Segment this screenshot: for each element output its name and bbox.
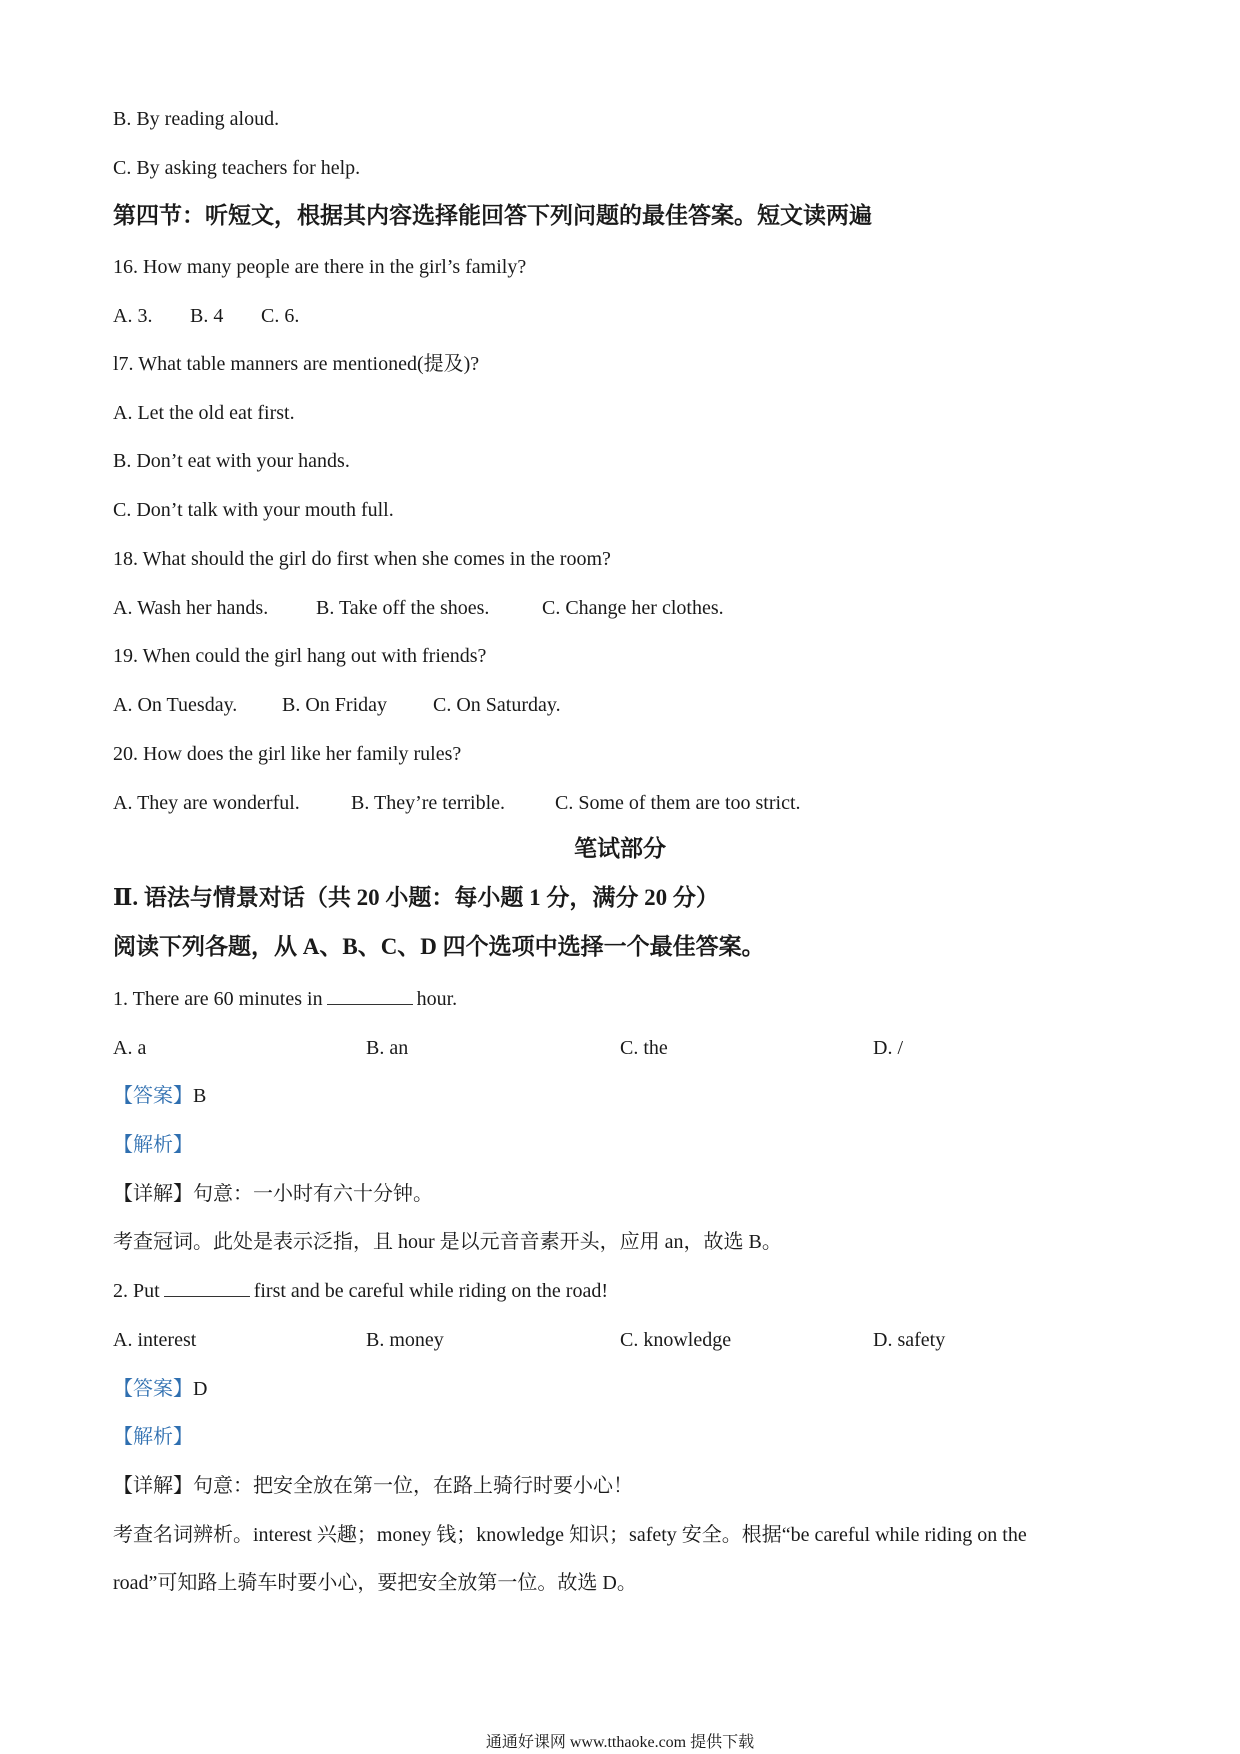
- g1-stem-before: 1. There are 60 minutes in: [113, 988, 323, 1010]
- g2-option-c: C. knowledge: [620, 1329, 732, 1351]
- q19-option-a: A. On Tuesday.: [113, 694, 238, 716]
- q18-option-b: B. Take off the shoes.: [316, 597, 490, 619]
- q16-option-b: B. 4: [190, 305, 224, 327]
- g1-detail: 【详解】句意：一小时有六十分钟。: [113, 1183, 433, 1205]
- g2-option-d: D. safety: [873, 1329, 946, 1351]
- g2-answer-tag: 【答案】: [113, 1378, 193, 1400]
- g1-answer: [113, 1083, 206, 1109]
- g2-analysis: [113, 1424, 193, 1450]
- g1-explanation: 考查冠词。此处是表示泛指，且 hour 是以元音音素开头，应用 an，故选 B。: [113, 1231, 782, 1253]
- written-part-title: 笔试部分: [574, 836, 666, 861]
- q18-option-a: A. Wash her hands.: [113, 597, 269, 619]
- g1-analysis: [113, 1132, 193, 1158]
- g2-option-a: A. interest: [113, 1329, 197, 1351]
- g2-stem-before: 2. Put: [113, 1280, 160, 1302]
- g2-option-b: B. money: [366, 1329, 444, 1351]
- g2-answer: [113, 1376, 207, 1402]
- g1-stem-after: hour.: [416, 988, 458, 1010]
- q17-option-a: A. Let the old eat first.: [113, 402, 295, 424]
- q20-option-c: C. Some of them are too strict.: [555, 792, 801, 814]
- q16-option-c: C. 6.: [261, 305, 300, 327]
- grammar-question-2: [113, 1278, 608, 1304]
- question-20: 20. How does the girl like her family rules?: [113, 743, 462, 765]
- g1-blank: [327, 986, 413, 1005]
- q20-option-a: A. They are wonderful.: [113, 792, 300, 814]
- g2-stem-after: first and be careful while riding on the road!: [253, 1280, 609, 1302]
- question-17: l7. What table manners are mentioned(提及)?: [113, 353, 480, 375]
- g2-blank: [164, 1278, 250, 1297]
- q17-option-b: B. Don’t eat with your hands.: [113, 450, 350, 472]
- part2-heading: Ⅱ. 语法与情景对话（共 20 小题：每小题 1 分，满分 20 分）: [113, 885, 719, 910]
- g1-option-b: B. an: [366, 1037, 409, 1059]
- g1-option-c: C. the: [620, 1037, 668, 1059]
- q18-option-c: C. Change her clothes.: [542, 597, 724, 619]
- g2-explanation-line1: 考查名词辨析。interest 兴趣；money 钱；knowledge 知识；safety 安全。根据“be careful while riding on the: [113, 1524, 1027, 1546]
- g1-option-a: A. a: [113, 1037, 147, 1059]
- option-c-q15: C. By asking teachers for help.: [113, 157, 361, 179]
- q17-option-c: C. Don’t talk with your mouth full.: [113, 499, 394, 521]
- question-19: 19. When could the girl hang out with friends?: [113, 645, 487, 667]
- question-16: 16. How many people are there in the girl’s family?: [113, 256, 527, 278]
- question-18: 18. What should the girl do first when she comes in the room?: [113, 548, 611, 570]
- q20-option-b: B. They’re terrible.: [351, 792, 506, 814]
- g1-answer-value: B: [193, 1085, 207, 1107]
- q19-option-b: B. On Friday: [282, 694, 387, 716]
- g2-answer-value: D: [193, 1378, 208, 1400]
- g1-answer-tag: 【答案】: [113, 1085, 193, 1107]
- q19-option-c: C. On Saturday.: [433, 694, 561, 716]
- section4-heading: 第四节：听短文，根据其内容选择能回答下列问题的最佳答案。短文读两遍: [113, 203, 872, 228]
- part2-instruction: 阅读下列各题，从 A、B、C、D 四个选项中选择一个最佳答案。: [113, 934, 765, 959]
- option-b-q15: B. By reading aloud.: [113, 108, 280, 130]
- grammar-question-1: [113, 986, 457, 1012]
- q16-option-a: A. 3.: [113, 305, 153, 327]
- page-footer: 通通好课网 www.tthaoke.com 提供下载: [485, 1734, 755, 1751]
- g2-analysis-tag: 【解析】: [113, 1426, 193, 1448]
- g1-option-d: D. /: [873, 1037, 903, 1059]
- g2-explanation-line2: road”可知路上骑车时要小心，要把安全放第一位。故选 D。: [113, 1572, 637, 1594]
- g1-analysis-tag: 【解析】: [113, 1134, 193, 1156]
- g2-detail: 【详解】句意：把安全放在第一位，在路上骑行时要小心！: [113, 1475, 633, 1497]
